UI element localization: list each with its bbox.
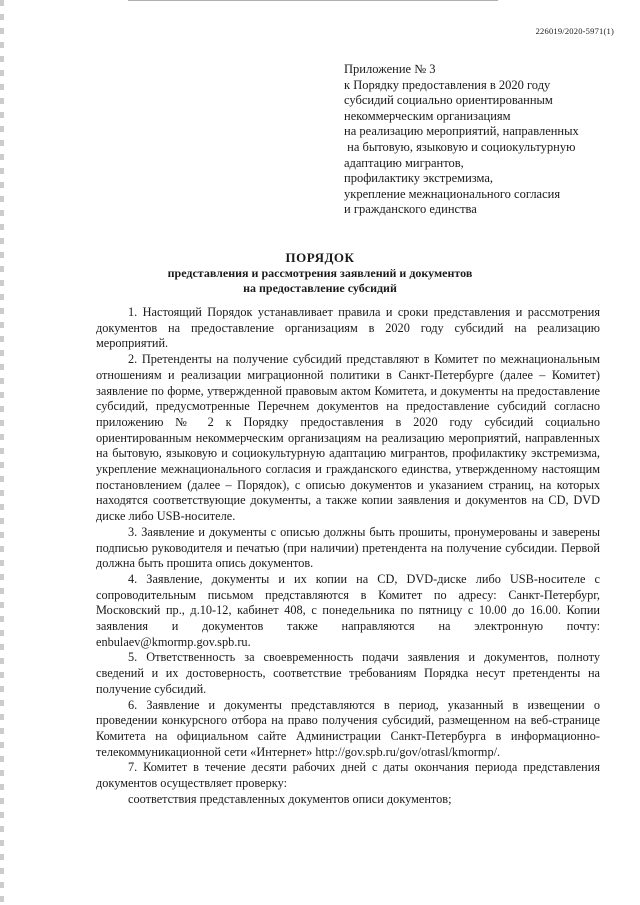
appendix-line: на реализацию мероприятий, направленных <box>344 124 579 139</box>
paragraph-7: 7. Комитет в течение десяти рабочих дней с даты окончания периода представления документов осуществляет проверку: <box>96 760 600 791</box>
paragraph-1: 1. Настоящий Порядок устанавливает правила и сроки представления и рассмотрения документов на предоставление организациям в 2020 году субсидий на реализацию мероприятий. <box>96 305 600 351</box>
appendix-line: к Порядку предоставления в 2020 году <box>344 77 551 92</box>
appendix-line: адаптацию мигрантов, <box>344 155 464 170</box>
paragraph-5: 5. Ответственность за своевременность подачи заявления и документов, полноту сведений и их достоверность, соответствие требованиям Порядка несут претенденты на получение субсидий. <box>96 650 600 696</box>
document-title: ПОРЯДОК <box>285 250 355 265</box>
paragraph-3: 3. Заявление и документы с описью должны быть прошиты, пронумерованы и заверены подписью руководителя и печатью (при наличии) претендента на получение субсидии. Первой должна быть прошита опись документов. <box>96 524 600 571</box>
appendix-line: Приложение № 3 <box>344 62 436 76</box>
appendix-line: укрепление межнационального согласия <box>344 186 561 201</box>
scan-top-line <box>128 0 498 3</box>
paragraph-6: 6. Заявление и документы представляются в период, указанный в извещении о проведении конкурсного отбора на право получения субсидий, размещенном на веб-странице Комитета на официальном сайте Администрации Санкт-Петербурга в информационно-телекоммуникационной сети «Интернет» http://gov.spb.ru/gov/otrasl/kmormp/. <box>96 697 600 759</box>
subtitle-line: на предоставление субсидий <box>243 281 397 295</box>
paragraph-2: 2. Претенденты на получение субсидий представляют в Комитет по межнациональным отношениям и реализации миграционной политики в Санкт-Петербурге (далее – Комитет) заявление по форме, утвержденной правовым актом Комитета, и документы на предоставление субсидий, предусмотренные Перечнем документов на предоставление субсидий согласно приложению № 2 к Порядку предоставления в 2020 году субсидий социально ориентированным некоммерческим организациям на реализацию мероприятий, направленных на бытовую, языковую и социокультурную адаптацию мигрантов, профилактику экстремизма, укрепление межнационального согласия и гражданского единства, утвержденному настоящим постановлением (далее – Порядок), с описью документов и указанием страниц, на которых находятся соответствующие документы, а также копии заявления и документов на CD, DVD диске либо USB-носителе. <box>96 352 600 524</box>
appendix-block <box>344 62 614 218</box>
appendix-line: на бытовую, языковую и социокультурную <box>344 139 576 154</box>
appendix-line: и гражданского единства <box>344 202 477 217</box>
document-subtitle <box>0 266 640 296</box>
document-id: 226019/2020-5971(1) <box>535 26 614 36</box>
subtitle-line: представления и рассмотрения заявлений и документов <box>167 266 473 280</box>
paragraph-7-item: соответствия представленных документов описи документов; <box>128 791 452 806</box>
appendix-line: некоммерческим организациям <box>344 108 511 123</box>
paragraph-4: 4. Заявление, документы и их копии на CD, DVD-диске либо USB-носителе с сопроводительным письмом представляются в Комитет по адресу: Санкт-Петербург, Московский пр., д.10-12, кабинет 408, с понедельника по пятницу с 10.00 до 16.00. Копии заявления и документов также направляются на электронную почту: enbulaev@kmormp.gov.spb.ru. <box>96 571 600 649</box>
document-body <box>96 305 600 808</box>
scan-binding-edge <box>0 0 4 905</box>
appendix-line: профилактику экстремизма, <box>344 171 494 186</box>
appendix-line: субсидий социально ориентированным <box>344 93 553 108</box>
